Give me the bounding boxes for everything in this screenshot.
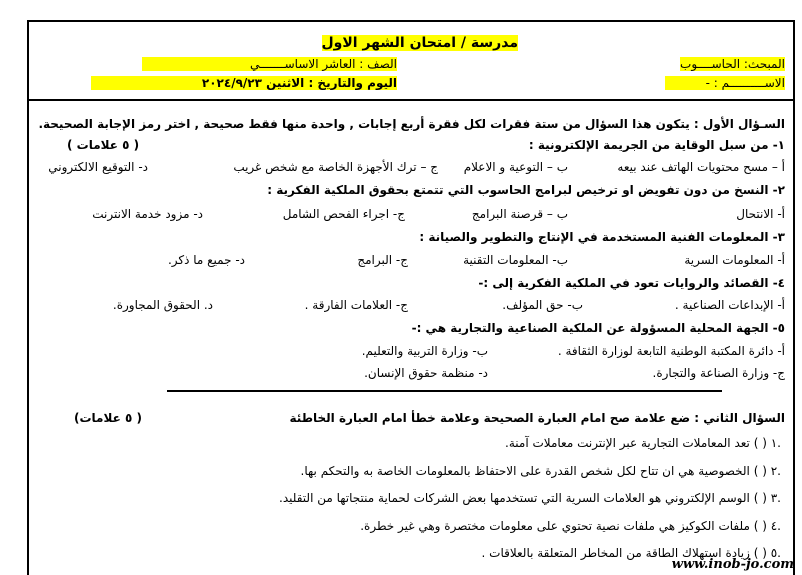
q2-item1-text: تعد المعاملات التجارية عبر الإنترنت معاملات آمنة. [505,436,750,450]
q2-item5-number: .٥ [770,546,781,560]
q1-item5-option-d: د- منظمة حقوق الإنسان. [364,366,488,380]
q1-item5-option-c: ج- وزارة الصناعة والتجارة. [652,366,785,380]
q1-item1-option-c: ج – ترك الأجهزة الخاصة مع شخص غريب [233,160,438,174]
q2-item3-answer-blank[interactable]: ( ) [753,491,767,505]
q1-item4-option-d: د. الحقوق المجاورة. [112,298,213,312]
q1-item1-question: ١- من سبل الوقاية من الجريمة الإلكترونية : [528,138,785,152]
q1-item1-option-b: ب – التوعية و الاعلام [463,160,568,174]
q2-item2-number: .٢ [770,464,781,478]
q1-title: السـؤال الأول : يتكون هذا السؤال من ستة فقرات لكل فقرة أربع إجابات , واحدة منها فقط صحيحة , اختر رمز الإجابة الصحيحة. [38,117,785,131]
q2-item1 [505,436,781,450]
q1-item4-option-b: ب- حق المؤلف. [502,298,583,312]
q2-title: السؤال الثاني : ضع علامة صح امام العبارة الصحيحة وعلامة خطأ امام العبارة الخاطئة [289,411,785,425]
q2-item4-text: ملفات الكوكيز هي ملفات نصية تحتوي على معلومات مختصرة وهي غير خطرة. [360,519,750,533]
grade-label: الصف : العاشر الاساســـــــي [142,57,397,71]
site-watermark: www.inob-jo.com [671,557,794,572]
q1-item4-question: ٤- القصائد والروايات تعود في الملكية الفكرية إلى :- [478,276,785,290]
q2-item5-answer-blank[interactable]: ( ) [753,546,767,560]
q1-item1-option-a: أ – مسح محتويات الهاتف عند بيعه [617,160,785,174]
q1-item3-option-a: أ- المعلومات السرية [684,253,785,267]
q1-item4-option-c: ج- العلامات الفارقة . [304,298,408,312]
q1-item2-question: ٢- النسخ من دون تفويض او ترخيص لبرامج الحاسوب التي تتمتع بحقوق الملكية الفكرية : [267,183,785,197]
q2-item4 [360,519,781,533]
q2-item2 [301,464,781,478]
q1-item2-option-d: د- مزود خدمة الانترنت [92,207,203,221]
exam-page [27,20,795,575]
q1-item5-option-b: ب- وزارة التربية والتعليم. [361,344,488,358]
student-name-label: الاســــــــــم : - [665,76,785,90]
school-label: مدرسة [470,35,518,51]
q2-item4-answer-blank[interactable]: ( ) [753,519,767,533]
q1-item4-option-a: أ- الإبداعات الصناعية . [674,298,785,312]
q2-item3 [279,491,781,505]
section-divider [167,390,722,392]
q1-item3-question: ٣- المعلومات الفنية المستخدمة في الإنتاج والتطوير والصيانة : [419,230,785,244]
q1-item2-option-c: ج- اجراء الفحص الشامل [282,207,405,221]
exam-title-text: / امتحان الشهر الاول [321,35,467,51]
q2-item4-number: .٤ [770,519,781,533]
exam-title [322,35,519,51]
q1-item3-option-c: ج- البرامج [357,253,408,267]
subject-label: المبحث: الحاســــوب [680,57,785,71]
q1-item5-question: ٥- الجهة المحلية المسؤولة عن الملكية الصناعية والتجارية هي :- [411,321,785,335]
q2-item5-text: زيادة استهلاك الطاقة من المخاطر المتعلقة بالعلاقات . [481,546,750,560]
q2-item2-text: الخصوصية هي ان تتاح لكل شخص القدرة على الاحتفاظ بالمعلومات الخاصة به والتحكم بها. [300,464,750,478]
q1-item3-option-d: د- جميع ما ذكر. [167,253,245,267]
q2-item1-number: .١ [770,436,781,450]
q2-item3-number: .٣ [770,491,781,505]
q1-item5-option-a: أ- دائرة المكتبة الوطنية التابعة لوزارة الثقافة . [557,344,785,358]
header-divider [29,99,793,101]
q2-item3-text: الوسم الإلكتروني هو العلامات السرية التي تستخدمها بعض الشركات لحماية منتجاتها من التقليد. [279,491,750,505]
exam-date-label: اليوم والتاريخ : الاثنين ٢٠٢٤/٩/٢٣ [91,76,397,90]
q1-item3-option-b: ب- المعلومات التقنية [463,253,568,267]
q1-item2-option-a: أ- الانتحال [736,207,785,221]
q1-item2-option-b: ب – قرصنة البرامج [471,207,568,221]
q1-item1-option-d: د- التوقيع الالكتروني [48,160,148,174]
q2-item1-answer-blank[interactable]: ( ) [753,436,767,450]
q1-marks: ( ٥ علامات ) [67,138,140,152]
q2-marks: (٥ علامات ) [74,411,142,425]
q2-item2-answer-blank[interactable]: ( ) [753,464,767,478]
